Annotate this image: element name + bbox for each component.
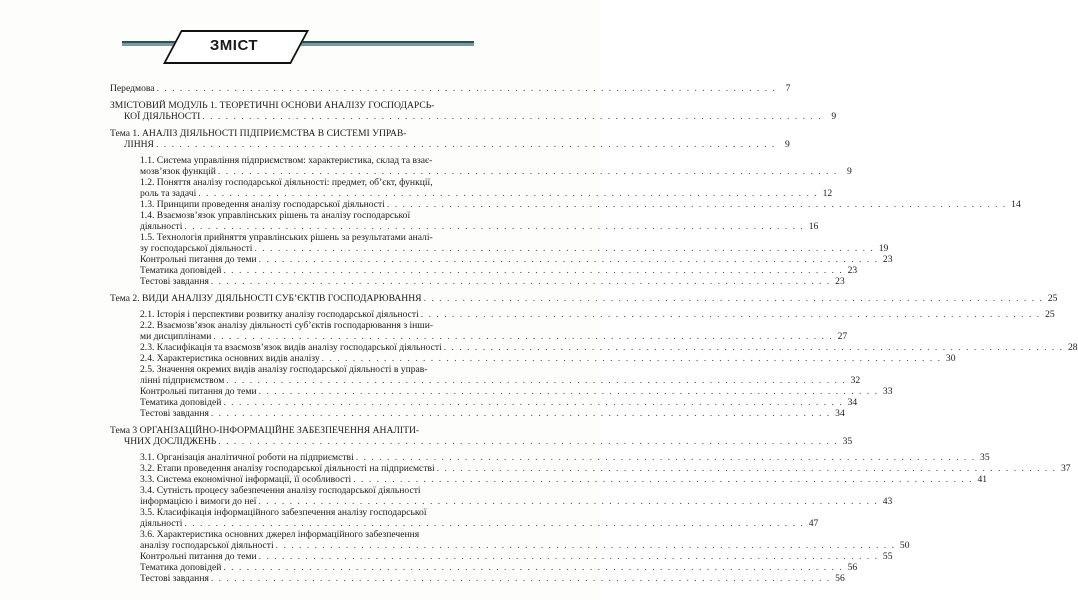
toc-leader-dots	[211, 276, 831, 287]
toc-page-number: 35	[842, 436, 853, 447]
toc-entry-title: ЧНИХ ДОСЛІДЖЕНЬ	[124, 436, 217, 447]
toc-page-number: 12	[822, 188, 833, 199]
toc-entry-title: зу господарської діяльності	[140, 243, 253, 254]
toc-line: ЗМІСТОВИЙ МОДУЛЬ 1. ТЕОРЕТИЧНІ ОСНОВИ АНАЛІЗУ ГОСПОДАРСЬ-	[110, 100, 435, 111]
toc-page-number: 7	[785, 83, 791, 94]
toc-line: 3.4. Сутність процесу забезпечення аналізу господарської діяльності	[140, 485, 421, 496]
toc-entry[interactable]	[110, 551, 893, 562]
toc-entry[interactable]	[110, 276, 845, 287]
toc-leader-dots	[198, 188, 818, 199]
toc-page-number: 50	[899, 540, 910, 551]
toc-entry[interactable]	[110, 463, 1071, 474]
toc-entry[interactable]	[110, 210, 486, 221]
toc-entry-title: роль та задачі	[140, 188, 197, 199]
toc-entry[interactable]	[110, 397, 858, 408]
toc-leader-dots	[437, 463, 1057, 474]
toc-entry-title: 2.4. Характеристика основних видів аналізу	[140, 353, 320, 364]
toc-line: 3.6. Характеристика основних джерел інформаційного забезпечення	[140, 529, 420, 540]
toc-entry[interactable]	[110, 166, 852, 177]
toc-page-number: 55	[882, 551, 893, 562]
toc-entry[interactable]	[110, 254, 893, 265]
toc-leader-dots	[157, 83, 777, 94]
toc-page-number: 23	[882, 254, 893, 265]
toc-page-number: 25	[1045, 309, 1055, 320]
toc-entry[interactable]	[110, 293, 1058, 304]
toc-line: 1.1. Система управління підприємством: характеристика, склад та взає-	[140, 155, 433, 166]
toc-page-number: 37	[1060, 463, 1071, 474]
toc-leader-dots	[259, 386, 879, 397]
toc-page-number: 23	[835, 276, 845, 287]
toc-page-number: 34	[847, 397, 858, 408]
toc-leader-dots	[213, 331, 833, 342]
toc-page-number: 16	[808, 221, 819, 232]
toc-entry[interactable]	[110, 573, 845, 584]
toc-entry[interactable]	[110, 408, 845, 419]
toc-entry[interactable]	[110, 83, 791, 94]
toc-entry[interactable]	[110, 540, 910, 551]
toc-leader-dots	[444, 342, 1064, 353]
toc-leader-dots	[353, 474, 973, 485]
toc-leader-dots	[424, 293, 1044, 304]
toc-entry[interactable]	[110, 386, 893, 397]
toc-entry[interactable]	[110, 436, 853, 447]
toc-entry-title: Контрольні питання до теми	[140, 551, 257, 562]
toc-entry-title: аналізу господарської діяльності	[140, 540, 274, 551]
toc-page-number: 41	[977, 474, 988, 485]
toc-entry-title: 3.3. Система економічної інформації, її особливості	[140, 474, 352, 485]
toc-entry-title: КОЇ ДІЯЛЬНОСТІ	[124, 111, 201, 122]
toc-entry[interactable]	[110, 353, 956, 364]
toc-entry[interactable]	[110, 265, 858, 276]
toc-page-number: 34	[835, 408, 845, 419]
toc-leader-dots	[184, 221, 804, 232]
toc-page-number: 56	[835, 573, 845, 584]
toc-leader-dots	[258, 496, 878, 507]
toc-entry-title: інформацією і вимоги до неї	[140, 496, 257, 507]
toc-leader-dots	[421, 309, 1041, 320]
toc-entry-title: Передмова	[110, 83, 155, 94]
toc-leader-dots	[223, 265, 843, 276]
toc-page-number: 28	[1067, 342, 1078, 353]
toc-leader-dots	[226, 375, 846, 386]
toc-entry[interactable]	[110, 199, 1021, 210]
toc-entry[interactable]	[110, 188, 833, 199]
toc-line: 2.2. Взаємозв’язок аналізу діяльності суб’єктів господарювання з інши-	[140, 320, 434, 331]
toc-entry-title: Тематика доповідей	[140, 562, 222, 573]
toc-page-number: 9	[785, 139, 790, 150]
toc-entry[interactable]	[110, 518, 819, 529]
toc-entry-title: Тематика доповідей	[140, 265, 222, 276]
toc-page-number: 9	[831, 111, 837, 122]
toc-page-number: 32	[850, 375, 861, 386]
toc-line: 1.2. Поняття аналізу господарської діяльності: предмет, об’єкт, функції,	[140, 177, 433, 188]
toc-entry-title: Тестові завдання	[140, 276, 209, 287]
toc-entry[interactable]	[110, 342, 1078, 353]
toc-entry[interactable]	[110, 562, 858, 573]
toc-entry[interactable]	[110, 243, 889, 254]
toc-leader-dots	[259, 254, 879, 265]
toc-line: 3.5. Класифікація інформаційного забезпечення аналізу господарської	[140, 507, 427, 518]
toc-entry-title: Тема 2. ВИДИ АНАЛІЗУ ДІЯЛЬНОСТІ СУБ’ЄКТІВ ГОСПОДАРЮВАННЯ	[110, 293, 422, 304]
toc-page-number: 9	[846, 166, 852, 177]
toc-entry-title: Контрольні питання до теми	[140, 386, 257, 397]
toc-leader-dots	[156, 139, 776, 150]
toc-entry-title: 1.4. Взаємозв’язок управлінських рішень та аналізу господарської	[140, 210, 411, 221]
toc-page-number: 56	[847, 562, 858, 573]
toc-entry[interactable]	[110, 474, 988, 485]
toc-entry[interactable]	[110, 309, 1055, 320]
toc-line: 2.5. Значення окремих видів аналізу господарської діяльності в управ-	[140, 364, 428, 375]
toc-entry[interactable]	[110, 111, 837, 122]
toc-leader-dots	[254, 243, 874, 254]
toc-leader-dots	[202, 111, 822, 122]
toc-page-number: 27	[837, 331, 848, 342]
toc-line: 1.5. Технологія прийняття управлінських рішень за результатами аналі-	[140, 232, 433, 243]
toc-page-number: 35	[980, 452, 990, 463]
toc-page-number: 33	[882, 386, 893, 397]
toc-entry-title: діяльності	[140, 221, 183, 232]
toc-page-number: 23	[847, 265, 858, 276]
toc-entry-title: 3.2. Етапи проведення аналізу господарської діяльності на підприємстві	[140, 463, 435, 474]
toc-entry-title: Тестові завдання	[140, 408, 209, 419]
toc-entry-title: Контрольні питання до теми	[140, 254, 257, 265]
toc-entry-title: мозв’язок функцій	[140, 166, 216, 177]
toc-entry-title: 3.1. Організація аналітичної роботи на підприємстві	[140, 452, 354, 463]
toc-page-number: 19	[878, 243, 889, 254]
toc-entry-title: Тестові завдання	[140, 573, 209, 584]
toc-line: Тема 3 ОРГАНІЗАЦІЙНО-ІНФОРМАЦІЙНЕ ЗАБЕЗПЕЧЕННЯ АНАЛІТИ-	[110, 425, 420, 436]
toc-entry[interactable]	[110, 452, 990, 463]
toc-leader-dots	[276, 540, 896, 551]
toc-leader-dots	[184, 518, 804, 529]
toc-leader-dots	[223, 397, 843, 408]
toc-leader-dots	[387, 199, 1007, 210]
toc-entry[interactable]	[110, 496, 893, 507]
toc-entry[interactable]	[110, 375, 861, 386]
toc-leader-dots	[218, 166, 838, 177]
toc-entry-title: Тематика доповідей	[140, 397, 222, 408]
toc-leader-dots	[356, 452, 976, 463]
toc-page-number: 25	[1047, 293, 1058, 304]
toc-leader-dots	[211, 573, 831, 584]
toc-page-number: 47	[808, 518, 819, 529]
toc-entry[interactable]	[110, 139, 790, 150]
toc-page-number: 43	[882, 496, 893, 507]
toc-entry-title: ЛІННЯ	[124, 139, 154, 150]
toc-page-number: 30	[945, 353, 956, 364]
toc-entry-title: 2.3. Класифікація та взаємозв’язок видів аналізу господарської діяльності	[140, 342, 442, 353]
toc-entry-title: 2.1. Історія і перспективи розвитку аналізу господарської діяльності	[140, 309, 419, 320]
toc-entry-title: ми дисциплінами	[140, 331, 212, 342]
toc-entry[interactable]	[110, 331, 848, 342]
toc-leader-dots	[211, 408, 831, 419]
toc-leader-dots	[322, 353, 942, 364]
toc-entry[interactable]	[110, 221, 819, 232]
table-of-contents	[110, 83, 1078, 584]
toc-page-number: 14	[1011, 199, 1021, 210]
toc-entry-title: діяльності	[140, 518, 183, 529]
toc-entry-title: 1.3. Принципи проведення аналізу господарської діяльності	[140, 199, 385, 210]
toc-line: Тема 1. АНАЛІЗ ДІЯЛЬНОСТІ ПІДПРИЄМСТВА В СИСТЕМІ УПРАВ-	[110, 128, 407, 139]
toc-leader-dots	[218, 436, 838, 447]
toc-leader-dots	[223, 562, 843, 573]
page-title: ЗМІСТ	[209, 37, 259, 54]
toc-leader-dots	[259, 551, 879, 562]
toc-entry-title: лінні підприємством	[140, 375, 225, 386]
